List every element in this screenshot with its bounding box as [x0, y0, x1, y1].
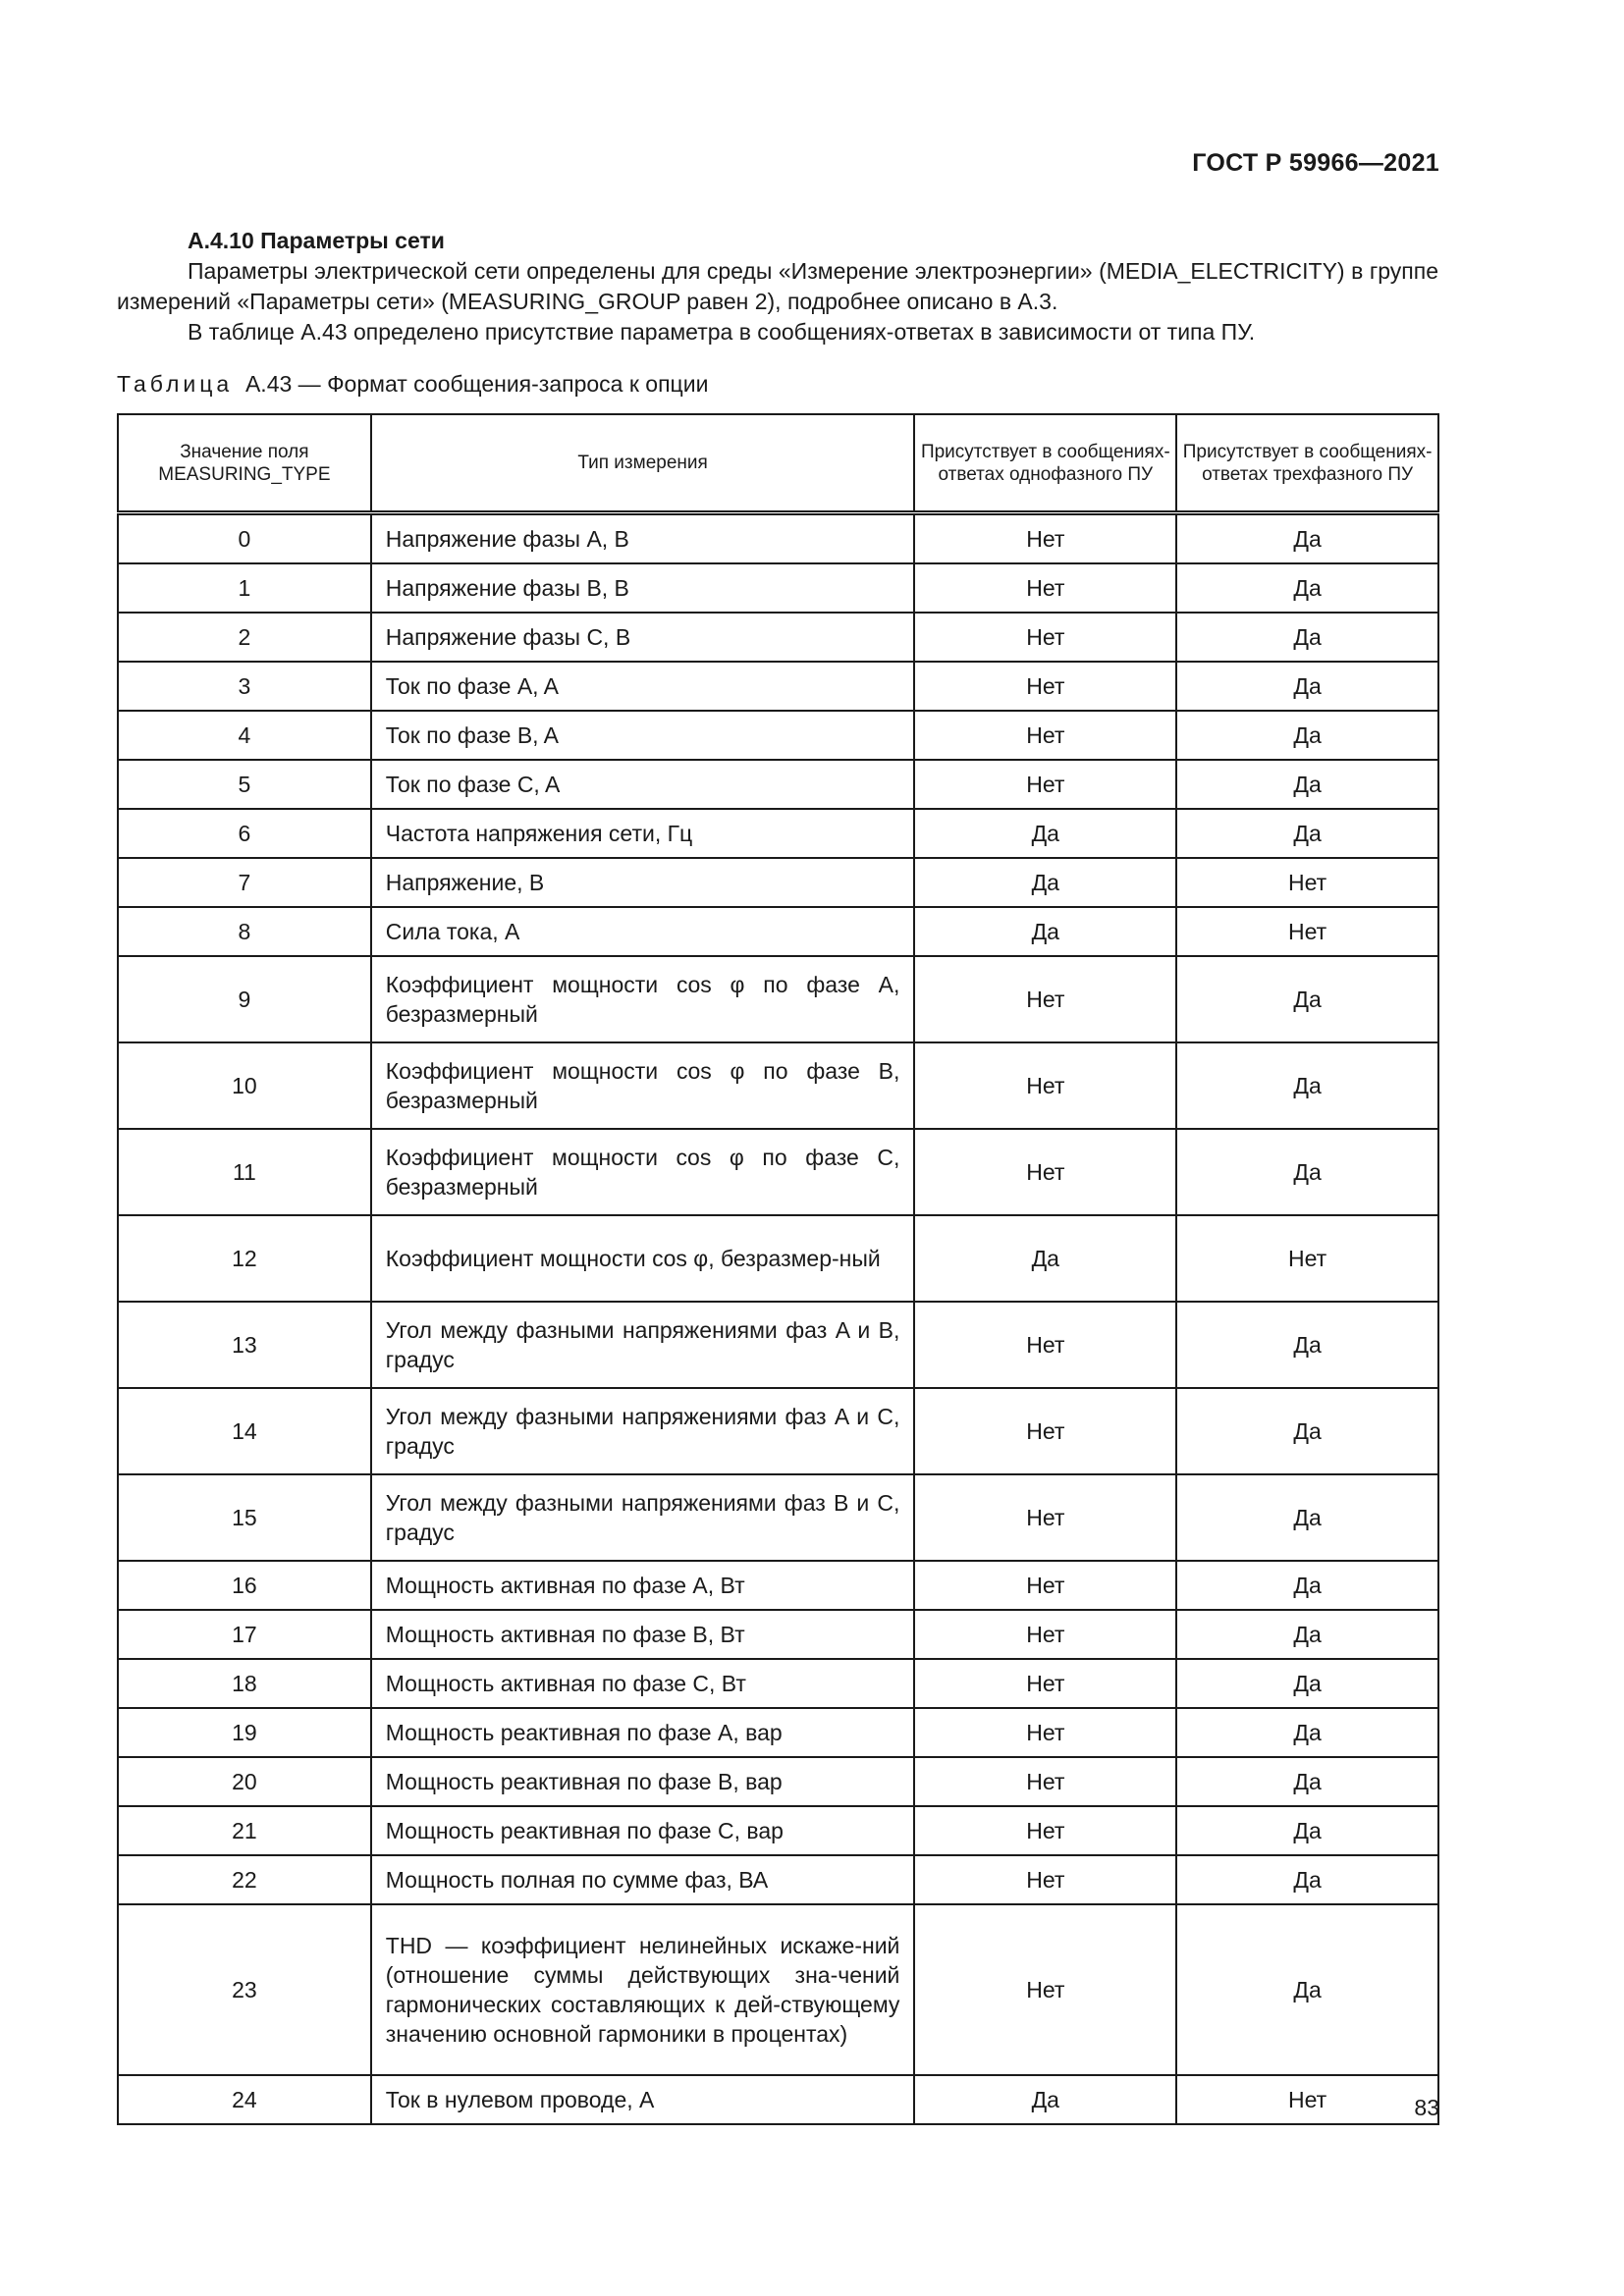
cell-single-phase: Нет: [914, 1561, 1176, 1610]
table-row: [118, 2075, 1438, 2124]
cell-three-phase: Да: [1176, 1474, 1438, 1561]
measuring-type-table: [117, 413, 1439, 2125]
cell-value: 16: [118, 1561, 371, 1610]
cell-three-phase: Нет: [1176, 1215, 1438, 1302]
table-row: [118, 1561, 1438, 1610]
cell-value: 19: [118, 1708, 371, 1757]
cell-single-phase: Нет: [914, 1659, 1176, 1708]
header-single-phase: Присутствует в сообщениях-ответах однофазного ПУ: [914, 414, 1176, 513]
cell-single-phase: Нет: [914, 662, 1176, 711]
table-row: [118, 1659, 1438, 1708]
cell-three-phase: Да: [1176, 809, 1438, 858]
table-row: [118, 1388, 1438, 1474]
table-caption-label: Таблица: [117, 371, 234, 397]
cell-value: 2: [118, 613, 371, 662]
cell-three-phase: Да: [1176, 613, 1438, 662]
cell-value: 18: [118, 1659, 371, 1708]
table-row: [118, 711, 1438, 760]
cell-three-phase: Да: [1176, 1757, 1438, 1806]
cell-value: 23: [118, 1904, 371, 2075]
cell-measurement-type: Угол между фазными напряжениями фаз B и C, градус: [371, 1474, 915, 1561]
cell-three-phase: Да: [1176, 1042, 1438, 1129]
cell-value: 0: [118, 513, 371, 564]
cell-single-phase: Нет: [914, 563, 1176, 613]
cell-three-phase: Да: [1176, 662, 1438, 711]
cell-single-phase: Нет: [914, 1129, 1176, 1215]
cell-value: 21: [118, 1806, 371, 1855]
cell-measurement-type: Напряжение, В: [371, 858, 915, 907]
cell-measurement-type: THD — коэффициент нелинейных искаже-ний (отношение суммы действующих зна-чений гармонических составляющих к дей-ствующему значению основной гармоники в процентах): [371, 1904, 915, 2075]
cell-value: 8: [118, 907, 371, 956]
cell-single-phase: Нет: [914, 1806, 1176, 1855]
cell-measurement-type: Мощность полная по сумме фаз, ВА: [371, 1855, 915, 1904]
cell-measurement-type: Угол между фазными напряжениями фаз A и C, градус: [371, 1388, 915, 1474]
cell-three-phase: Да: [1176, 1129, 1438, 1215]
cell-value: 12: [118, 1215, 371, 1302]
header-type: Тип измерения: [371, 414, 915, 513]
cell-single-phase: Да: [914, 2075, 1176, 2124]
cell-measurement-type: Мощность активная по фазе B, Вт: [371, 1610, 915, 1659]
cell-single-phase: Да: [914, 858, 1176, 907]
cell-single-phase: Нет: [914, 1042, 1176, 1129]
cell-measurement-type: Ток по фазе C, A: [371, 760, 915, 809]
cell-value: 24: [118, 2075, 371, 2124]
table-row: [118, 662, 1438, 711]
cell-measurement-type: Частота напряжения сети, Гц: [371, 809, 915, 858]
cell-three-phase: Нет: [1176, 858, 1438, 907]
section-title: А.4.10 Параметры сети: [188, 228, 445, 253]
cell-measurement-type: Коэффициент мощности cos φ по фазе B, безразмерный: [371, 1042, 915, 1129]
cell-value: 13: [118, 1302, 371, 1388]
cell-single-phase: Нет: [914, 1610, 1176, 1659]
cell-measurement-type: Мощность активная по фазе C, Вт: [371, 1659, 915, 1708]
cell-measurement-type: Мощность реактивная по фазе A, вар: [371, 1708, 915, 1757]
cell-measurement-type: Мощность реактивная по фазе B, вар: [371, 1757, 915, 1806]
table-row: [118, 1610, 1438, 1659]
cell-three-phase: Да: [1176, 1904, 1438, 2075]
cell-measurement-type: Ток в нулевом проводе, А: [371, 2075, 915, 2124]
cell-measurement-type: Напряжение фазы A, B: [371, 513, 915, 564]
table-row: [118, 760, 1438, 809]
cell-three-phase: Да: [1176, 1388, 1438, 1474]
section-body: [117, 226, 1438, 347]
table-row: [118, 1042, 1438, 1129]
cell-value: 22: [118, 1855, 371, 1904]
cell-single-phase: Нет: [914, 1474, 1176, 1561]
cell-three-phase: Да: [1176, 513, 1438, 564]
cell-three-phase: Да: [1176, 1708, 1438, 1757]
cell-value: 4: [118, 711, 371, 760]
cell-measurement-type: Мощность активная по фазе A, Вт: [371, 1561, 915, 1610]
cell-three-phase: Да: [1176, 956, 1438, 1042]
cell-measurement-type: Мощность реактивная по фазе C, вар: [371, 1806, 915, 1855]
cell-three-phase: Да: [1176, 1806, 1438, 1855]
cell-single-phase: Да: [914, 809, 1176, 858]
table-caption: [117, 371, 708, 398]
cell-single-phase: Да: [914, 907, 1176, 956]
cell-single-phase: Нет: [914, 956, 1176, 1042]
table-row: [118, 1806, 1438, 1855]
page-number: 83: [1414, 2095, 1439, 2120]
cell-three-phase: Нет: [1176, 907, 1438, 956]
table-body: [118, 513, 1438, 2125]
cell-value: 9: [118, 956, 371, 1042]
cell-value: 11: [118, 1129, 371, 1215]
cell-single-phase: Нет: [914, 1855, 1176, 1904]
table-row: [118, 613, 1438, 662]
paragraph-2: В таблице А.43 определено присутствие параметра в сообщениях-ответах в зависимости от типа ПУ.: [188, 319, 1256, 345]
cell-three-phase: Да: [1176, 1659, 1438, 1708]
document-code: ГОСТ Р 59966—2021: [1192, 149, 1439, 177]
cell-single-phase: Нет: [914, 1388, 1176, 1474]
cell-measurement-type: Напряжение фазы B, B: [371, 563, 915, 613]
cell-three-phase: Да: [1176, 1561, 1438, 1610]
cell-single-phase: Нет: [914, 1302, 1176, 1388]
cell-single-phase: Нет: [914, 1757, 1176, 1806]
cell-measurement-type: Угол между фазными напряжениями фаз A и B, градус: [371, 1302, 915, 1388]
cell-three-phase: Да: [1176, 1302, 1438, 1388]
cell-value: 3: [118, 662, 371, 711]
table-row: [118, 1757, 1438, 1806]
paragraph-1: Параметры электрической сети определены для среды «Измерение электроэнергии» (MEDIA_ELECTRICITY) в группе измерений «Параметры сети» (MEASURING_GROUP равен 2), подробнее описано в А.3.: [117, 258, 1438, 314]
table-row: [118, 1855, 1438, 1904]
header-value: Значение поля MEASURING_TYPE: [118, 414, 371, 513]
cell-single-phase: Да: [914, 1215, 1176, 1302]
cell-single-phase: Нет: [914, 1708, 1176, 1757]
table-row: [118, 907, 1438, 956]
table-row: [118, 956, 1438, 1042]
cell-value: 17: [118, 1610, 371, 1659]
cell-three-phase: Нет: [1176, 2075, 1438, 2124]
cell-value: 10: [118, 1042, 371, 1129]
table-row: [118, 563, 1438, 613]
cell-value: 6: [118, 809, 371, 858]
cell-measurement-type: Ток по фазе A, A: [371, 662, 915, 711]
header-three-phase: Присутствует в сообщениях-ответах трехфазного ПУ: [1176, 414, 1438, 513]
table-row: [118, 1708, 1438, 1757]
cell-three-phase: Да: [1176, 1855, 1438, 1904]
cell-value: 7: [118, 858, 371, 907]
table-row: [118, 1474, 1438, 1561]
cell-value: 20: [118, 1757, 371, 1806]
table-row: [118, 513, 1438, 564]
cell-single-phase: Нет: [914, 711, 1176, 760]
cell-measurement-type: Сила тока, А: [371, 907, 915, 956]
cell-three-phase: Да: [1176, 711, 1438, 760]
cell-three-phase: Да: [1176, 760, 1438, 809]
table-row: [118, 1129, 1438, 1215]
cell-value: 5: [118, 760, 371, 809]
table-row: [118, 809, 1438, 858]
cell-measurement-type: Коэффициент мощности cos φ, безразмер-ный: [371, 1215, 915, 1302]
cell-single-phase: Нет: [914, 760, 1176, 809]
table-header-row: [118, 414, 1438, 513]
cell-single-phase: Нет: [914, 1904, 1176, 2075]
table-caption-text: А.43 — Формат сообщения-запроса к опции: [244, 371, 709, 397]
table-row: [118, 1302, 1438, 1388]
cell-measurement-type: Ток по фазе B, A: [371, 711, 915, 760]
cell-measurement-type: Коэффициент мощности cos φ по фазе C, безразмерный: [371, 1129, 915, 1215]
table-row: [118, 858, 1438, 907]
cell-value: 14: [118, 1388, 371, 1474]
cell-three-phase: Да: [1176, 563, 1438, 613]
cell-measurement-type: Коэффициент мощности cos φ по фазе A, безразмерный: [371, 956, 915, 1042]
table-row: [118, 1215, 1438, 1302]
table-row: [118, 1904, 1438, 2075]
cell-three-phase: Да: [1176, 1610, 1438, 1659]
cell-single-phase: Нет: [914, 613, 1176, 662]
cell-value: 1: [118, 563, 371, 613]
cell-measurement-type: Напряжение фазы C, B: [371, 613, 915, 662]
cell-value: 15: [118, 1474, 371, 1561]
cell-single-phase: Нет: [914, 513, 1176, 564]
